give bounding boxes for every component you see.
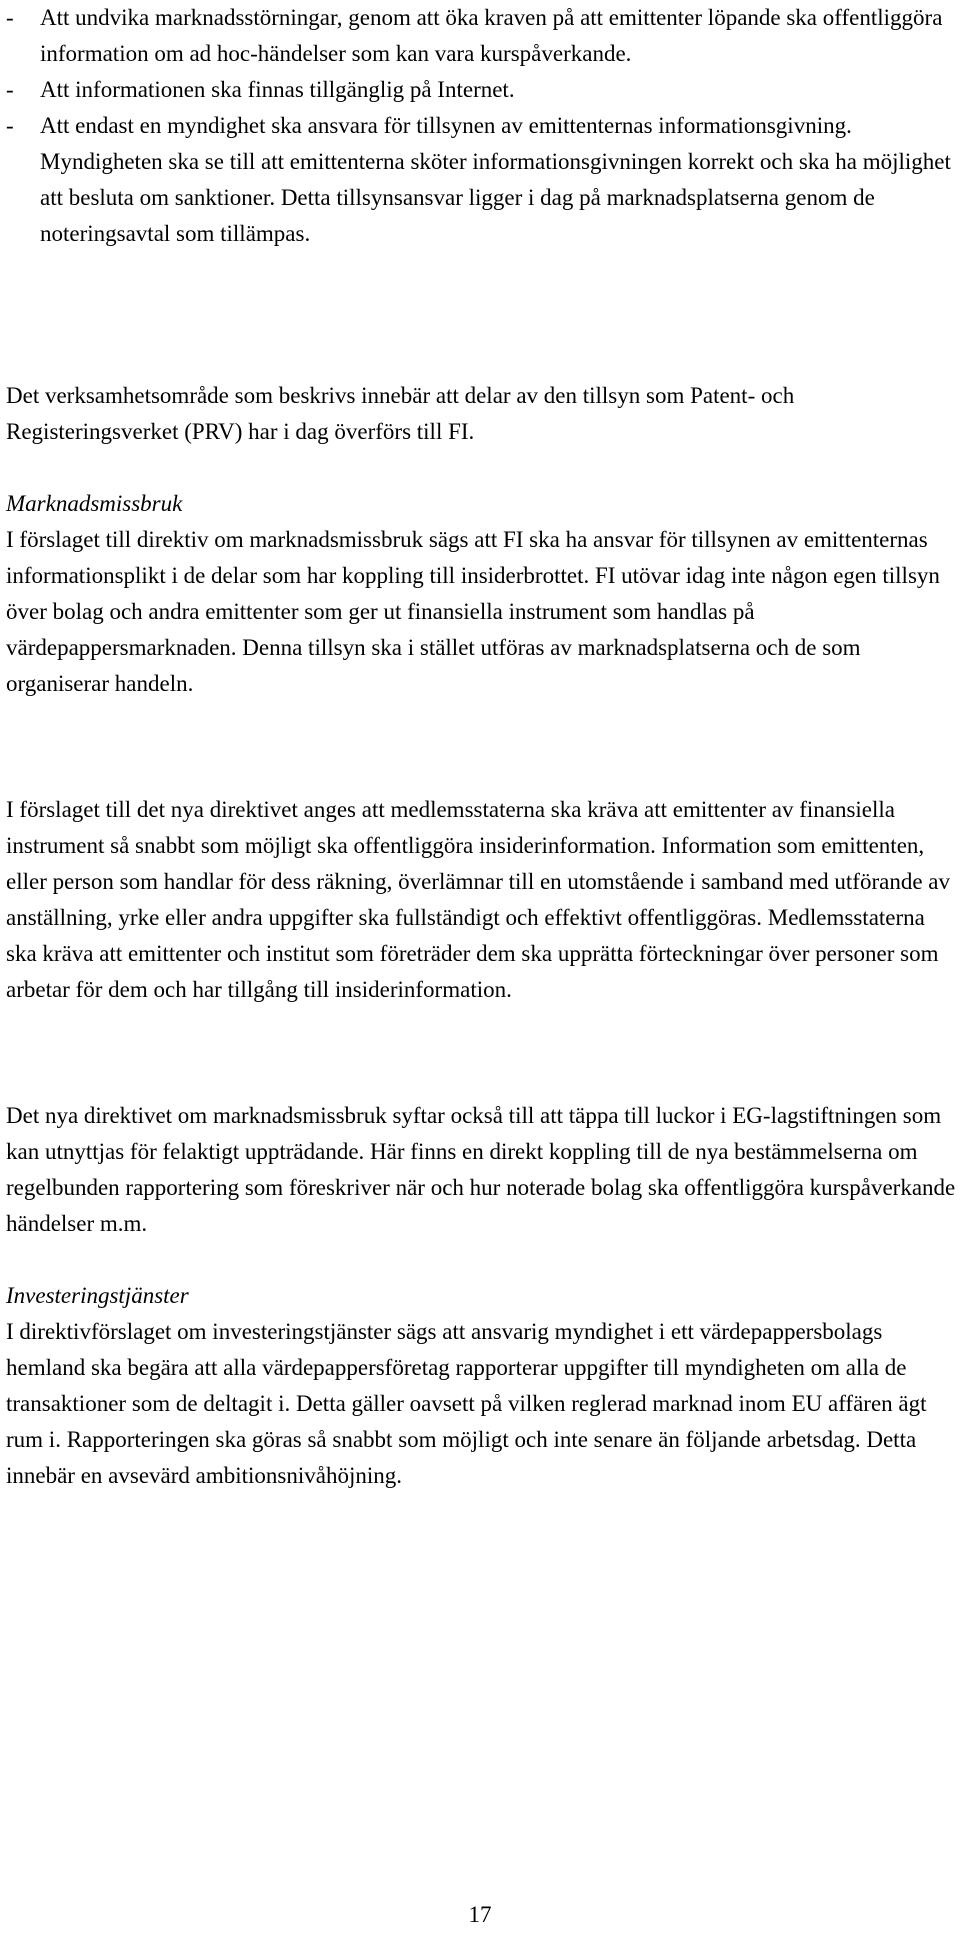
bullet-text: Att endast en myndighet ska ansvara för tillsynen av emittenternas informationsgivning. Myndigheten ska se till att emittenterna sköter informationsgivningen korrekt och ska ha möjlighet att besluta om sanktioner. Detta tillsynsansvar ligger i dag på marknadsplatserna genom de noteringsavtal som tillämpas. (40, 113, 951, 246)
section-marknadsmissbruk (6, 486, 956, 702)
paragraph-rapportering: I direktivförslaget om investeringstjänster sägs att ansvarig myndighet i ett värdepappersbolags hemland ska begära att alla värdepappersföretag rapporterar uppgifter till myndigheten om alla de transaktioner som de deltagit i. Detta gäller oavsett på vilken reglerad marknad inom EU affären ägt rum i. Rapporteringen ska göras så snabbt som möjligt och inte senare än följande arbetsdag. Detta innebär en avsevärd ambitionsnivåhöjning. (6, 1319, 927, 1488)
page-number: 17 (468, 1902, 492, 1927)
paragraph-insiderinformation: I förslaget till det nya direktivet anges att medlemsstaterna ska kräva att emittenter av finansiella instrument så snabbt som möjligt ska offentliggöra insiderinformation. Information som emittenten, eller person som handlar för dess räkning, överlämnar till en utomstående i samband med utförande av anställning, yrke eller andra uppgifter ska fullständigt och effektivt offentliggöras. Medlemsstaterna ska kräva att emittenter och institut som företräder dem ska upprätta förteckningar över personer som arbetar för dem och har tillgång till insiderinformation. (6, 797, 950, 1002)
section-heading-investeringstjanster: Investeringstjänster (6, 1283, 189, 1308)
paragraph-eg-lagstiftning: Det nya direktivet om marknadsmissbruk syftar också till att täppa till luckor i EG-lagstiftningen som kan utnyttjas för felaktigt uppträdande. Här finns en direkt koppling till de nya bestämmelserna om regelbunden rapportering som föreskriver när och hur noterade bolag ska offentliggöra kurspåverkande händelser m.m. (6, 1103, 956, 1236)
list-item (6, 72, 956, 108)
section-investeringstjanster (6, 1278, 956, 1494)
bullet-text: Att undvika marknadsstörningar, genom att öka kraven på att emittenter löpande ska offentliggöra information om ad hoc-händelser som kan vara kurspåverkande. (40, 5, 943, 66)
bullet-list (6, 0, 956, 252)
bullet-text: Att informationen ska finnas tillgänglig på Internet. (40, 77, 515, 102)
list-item (6, 0, 956, 72)
paragraph-fi-tillsyn: I förslaget till direktiv om marknadsmissbruk sägs att FI ska ha ansvar för tillsynen av emittenternas informationsplikt i de delar som har koppling till insiderbrottet. FI utövar idag inte någon egen tillsyn över bolag och andra emittenter som ger ut finansiella instrument som handlas på värdepappersmarknaden. Denna tillsyn ska i stället utföras av marknadsplatserna och de som organiserar handeln. (6, 527, 940, 696)
bullet-marker: - (6, 5, 14, 30)
bullet-marker: - (6, 113, 14, 138)
list-item (6, 108, 956, 252)
section-heading-marknadsmissbruk: Marknadsmissbruk (6, 491, 183, 516)
paragraph-prv-transfer: Det verksamhetsområde som beskrivs innebär att delar av den tillsyn som Patent- och Registeringsverket (PRV) har i dag överförs till FI. (6, 383, 795, 444)
bullet-marker: - (6, 77, 14, 102)
